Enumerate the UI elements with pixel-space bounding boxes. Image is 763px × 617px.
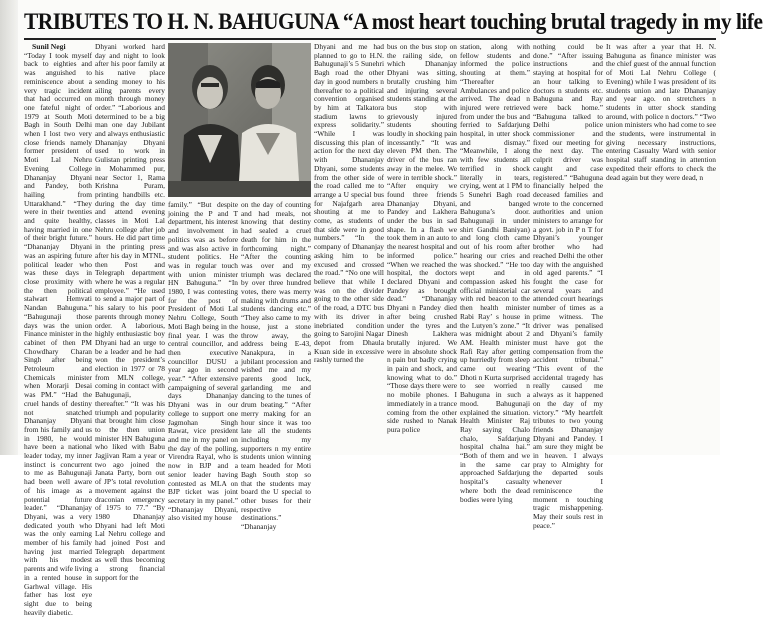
column-text: family.” “But despite joining the P and T department, his interest and involvement in politics was as before and was also active in student politics. He was in regular touch with union minister HN Bahuguna.” “In 1980, I was contesting for the post of President of Moti Lal Nehru College, South Moti Bagh being in the final year. I was the central councillor, and then executive councillor DUSU a year ago in second year.” “After extensive campaigning of several days Dhananjay Dhyani was in our college to support one Jagmohan Singh Rawat, vice president and me in my panel on the day of the polling, Virendra Rayal, who is now in BJP and a senior leader having contested as MLA on BJP ticket was joint secretary in my panel.” “Dhananjay Dhyani, also visited my house <box>168 200 238 523</box>
column-text: on the day of counting and had meals, not knowing that destiny had sealed a cruel death for him in the forthcoming night.” “After the counting was over and my triumph was declared by over three hundred votes, there was merry making with drums and students dancing etc.” “They also came to my house, just a stone throw away, the address being E-43, Nanakpura, in a jubilant procession and wished me and my parents good luck, garlanding me and dancing to the tunes of drum beating.” “After merry making for an hour since it was too late all the students including my supporters n my entire students union winning team headed for Moti Bagh South stop so that the students may board the U special to other buses for their respective destinations.” “Dhananjay <box>241 200 311 532</box>
article-column-6 <box>387 43 457 453</box>
article-column-2 <box>95 42 165 582</box>
column-text: bus on the bus stop on the railing side, on which Dhananjay Dhyani was sitting, brutally crushing him and injuring several students standing at the bus stop with grievously injured students shouting loudly in shocking pain incessantly.” “It was eleven PM then. The driver of the bus ran away in the melee. We were in terrible shock.” “After enquiry we found three friends Dhananjay Dhyani, Pandey and Lakhera under the bus in sad shape. In a flash we took them in an auto to the nearest hospital and informed police.” “When we reached the hospital, the doctors declared Dhyani and Pandey as brought dead.” “Dhananjay Dhyani n Pandey died after being crushed under the tyres and Dinesh Lakhera brutally injured. We were in absolute shock n pain but badly crying in pain and shock, and knowing what to do.” “Those days there were no mobile phones. I immediately in a trance coming from the other side rushed to Nanak pura police <box>387 42 457 434</box>
headline-rule <box>24 38 716 40</box>
article-photo <box>168 43 311 197</box>
column-text: Dhyani and me had planned to go to H.N. Bahugunaji’s 5 Sunehri Bagh road the other day in good numbers n thereafter to a political convention organised by him at Talkatora stadium lawns to express solidarity.” “While I was discussing this plan of action for the next day with Dhananjay Dhyani, some students from the other side of the road called me to arrange a U special bus for Najafgarh area shouting at me to come, as students of that side were in good numbers.” “In the company of Dhananjay asking him to be excused and crossed the road.” “No one will believe that while I was on the divider going to the other side of the road, a DTC bus with its driver in inebriated condition going to Sarojini Nagar depot from Dhaula Kuan side in excessive rashly turned the <box>314 42 384 365</box>
article-column-5 <box>314 43 384 453</box>
photo-image <box>168 43 311 197</box>
column-text: Dhyani worked hard day and night to look after his poor family at his native place sending money to his ailing parents every month through money order.” “Laborious and determined to be a big man one day Jubilant and always enthusiastic Dhananjay Dhyani used to work in Gulistan printing press in Mohammed pur, near Sector 1, Rama Krishna Puram, printing handbills etc. during the day time and attend evening classes in Moti Lal Nehru college after job hours. He did part time in the printing press after his day in MTNL, then Post and Telegraph department where he was a regular employee.” “He used to send a major part of his salary to his poor parents through money order. A laborious, highly enthusiastic boy Dhyani had an urge to be a leader and he had won the president’s election in 1977 or 78 from MLN college, coming in contact with Bahugunaji, thereafter.” “It was his triumph and popularity that brought him close to the then union minister HN Bahuguna who liked with Babu Jagjivan Ram a year or two ago joined the Janata Party, born out of JP’s total revolution movement against the draconian emergency of 1975 to 77.” “By 1980 Dhananjay Dhyani had left Moti Lal Nehru college and had joined Post and Telegraph department as well thus becoming a strong financial support for the <box>95 42 165 582</box>
byline: Sunil Negi <box>32 42 66 51</box>
article-column-3 <box>168 200 238 523</box>
column-text: “Today I took myself back to eighties and was anguished to reminiscence about a very tragic incident that had occurred on one fateful night of 1979 at South Moti Bagh in South Delhi when I lost two very close friends namely former president of Moti Lal Nehru Evening College Dhananjay Dhyani and Pandey, both hailing from Uttarakhand.” “They were in their twenties and quite healthy, having married in one of their bright future.” “Dhananjay Dhyani was an aspiring future political leader who was these days in close proximity with the then political stalwart Hemvati Nandan Bahuguna.” “Bahugunaji those days was the union Finance minister in the cabinet of then PM Chowdhary Charan Singh after being Petroleum and Chemicals minister when Morarji Desai was PM.” “Had the cruel hands of destiny not snatched Dhananjay Dhyani from his family and us in 1980, he would have been a national leader today, my inner instinct is concurrent to me as Bahugunaji had been well aware of his image as a potential future leader.” “Dhananjay Dhyani, was a very dedicated youth who was the only earning member of his family having just married with his modest parents and wife living in a rented house in Garhwal village. His father has lost eye sight due to being heavily diabetic. <box>24 50 92 617</box>
page-edge-shadow <box>0 0 18 455</box>
column-text: nothing could be done.” “After issuing instructions and staying at hospital for an hour talking to doctors n students etc. Bahuguna and Ray were back home.” “Bahuguna talked to Delhi police commissioner and fixed our meeting for the next day. The culprit driver was caught and case registered.” “Bahuguna financially helped the deceased families and wrote to the concerned authorities and union ministers to arrange for a govt. job in P n T for Dhyani’s younger brother who had reached Delhi the other day with the anguished old aged parents.” “I fought the case for several years and attended court hearings number of times as a prime witness. The driver was penalised and Dhyani’s family must have got the compensation from the accident tribunal.” “This event of the accidental tragedy has really caused me always as it happened on the day of my victory.” “My heartfelt tributes to two young friends Dhananjay Dhyani and Pandey. I am sure they might be in heaven. I always pray to Almighty for the departed souls whenever I reminiscence the moment n touching tragic mishappening. May their souls rest in peace.” <box>533 42 603 530</box>
article-column-9 <box>606 43 716 453</box>
article-column-1 <box>24 42 92 617</box>
article-column-8 <box>533 42 603 530</box>
article-body <box>24 42 717 617</box>
headline: TRIBUTES TO H. N. BAHUGUNA “A most heart touching brutal tragedy in my life <box>24 9 763 34</box>
article-column-4 <box>241 200 311 532</box>
column-text: It was after a year that H. N. Bahuguna as finance minister was the chief guest of the annual function of Moti Lal Nehru College ( Evening) while I was president of its students union and late Dhananjay and year ago. on stretchers n students in utter shock standing around, with police n doctors.” “Two union ministers who had come to see the students, were instrumental in giving necessary instructions, entering Casualty Ward with senior hospital staff standing in attention expedited their efforts to check the dead again but they were dead, n <box>606 42 717 182</box>
column-text: station, along with fellow students and informed the police shouting at them.” “Thereafter Ambulances and police arrived. The dead n injured were retrieved from under the bus and ferried to Safdarjung hospital, in utter shock and dismay.” “Meanwhile, I along with few students all terrified in shock literally in tears, crying, went at 1 PM to 5 Sunehri Bagh road and banged Bahuguna’s door. Bahugunaji in under shirt Gandhi Baniyan) and long cloth came out of his room after hearing our cries and was shocked.” “He too wept and in compassion asked his official ministerial car with red beacon to the then health minister Rabi Ray’ s house in the Lutyen’s zone.” “It was midnight about 2 AM. Health minister Rafi Ray after getting up hurriedly from sleep came out wearing Dhoti n Kurta surprised to see worried n Bahuguna in such a mood. Bahugunaji explained the situation. Health Minister Raj Ray saying Chalo chalo, Safdarjung hospital chalna hai.” “Both of them and we in the same car approached Safdarjung hospital’s casualty where both the dead bodies were lying <box>460 42 530 504</box>
article-column-7 <box>460 42 530 504</box>
